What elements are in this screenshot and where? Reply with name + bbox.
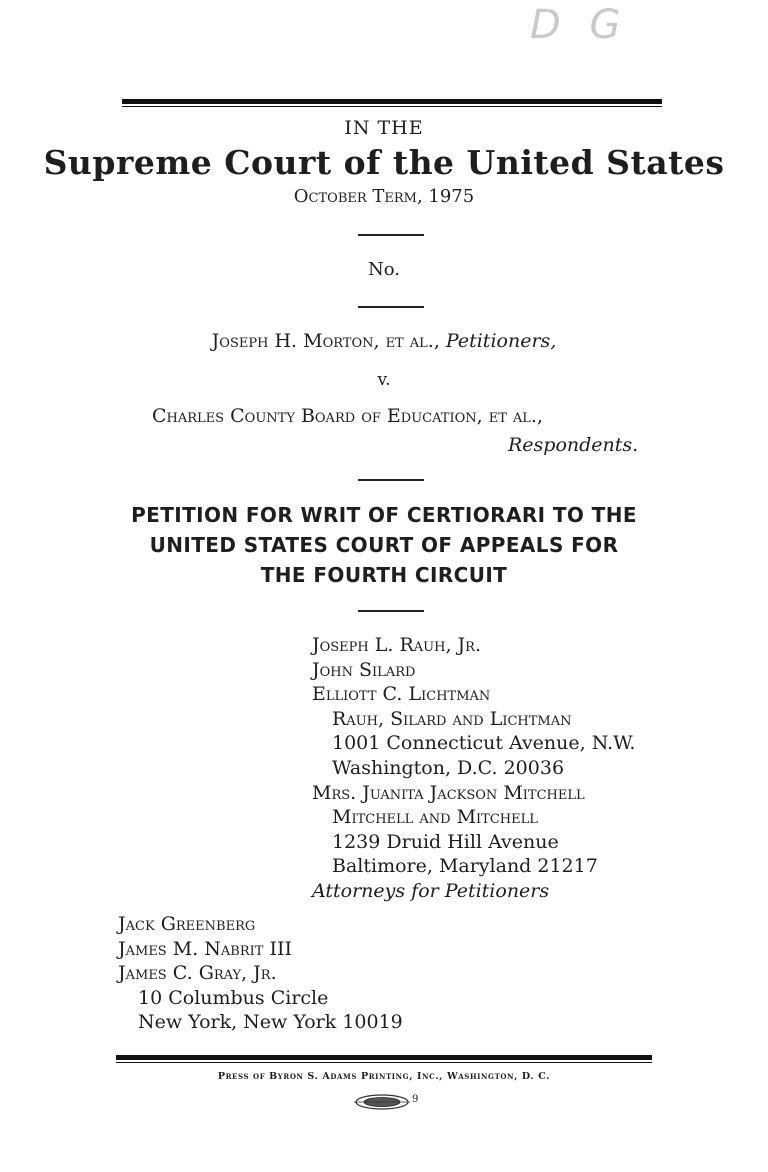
bottom-rule-thick xyxy=(116,1055,652,1060)
petitioners-line xyxy=(0,330,768,352)
firm-name: Mitchell and Mitchell xyxy=(332,806,538,829)
petition-line: PETITION FOR WRIT OF CERTIORARI TO THE xyxy=(131,503,637,527)
attorney-name: Jack Greenberg xyxy=(118,913,256,935)
attorney-name: Mrs. Juanita Jackson Mitchell xyxy=(312,781,585,804)
divider-3 xyxy=(358,479,424,481)
docket-number: No. xyxy=(368,259,400,280)
attorney-name: James M. Nabrit III xyxy=(118,937,293,960)
petitioners-role: Petitioners, xyxy=(445,330,557,352)
petition-title xyxy=(0,500,768,590)
attorney-name: Joseph L. Rauh, Jr. xyxy=(312,634,481,656)
union-label-icon xyxy=(352,1093,432,1111)
attorney-name: John Silard xyxy=(312,658,416,681)
address-line: 1001 Connecticut Avenue, N.W. xyxy=(332,732,636,755)
versus: v. xyxy=(377,370,391,390)
address-line: 10 Columbus Circle xyxy=(138,986,329,1009)
court-name: Supreme Court of the United States xyxy=(43,143,725,182)
press-credit: Press of Byron S. Adams Printing, Inc., Washington, D. C. xyxy=(217,1071,551,1082)
bottom-rule-thin xyxy=(116,1062,652,1063)
top-rule-thick xyxy=(122,99,662,104)
address-line: Washington, D.C. 20036 xyxy=(332,756,565,779)
attorney-name: James C. Gray, Jr. xyxy=(118,962,277,985)
in-the-heading: IN THE xyxy=(344,117,424,139)
respondents-name: Charles County Board of Education, et al., xyxy=(152,405,544,427)
address-line: Baltimore, Maryland 21217 xyxy=(332,855,598,878)
union-number: 9 xyxy=(412,1094,419,1105)
petition-line: UNITED STATES COURT OF APPEALS FOR xyxy=(149,533,619,557)
divider-2 xyxy=(358,306,424,308)
divider-1 xyxy=(358,234,424,236)
handwritten-initials: D G xyxy=(530,2,629,48)
address-line: New York, New York 10019 xyxy=(138,1011,403,1034)
attorneys-block xyxy=(312,633,635,904)
firm-name: Rauh, Silard and Lichtman xyxy=(332,707,572,730)
petitioners-name: Joseph H. Morton, et al., xyxy=(211,330,440,352)
term-line: October Term, 1975 xyxy=(293,186,475,207)
attorneys-role: Attorneys for Petitioners xyxy=(312,879,550,902)
top-rule-thin xyxy=(122,106,662,107)
attorney-name: Elliott C. Lichtman xyxy=(312,683,491,706)
divider-4 xyxy=(358,610,424,612)
respondents-role: Respondents. xyxy=(508,434,639,456)
address-line: 1239 Druid Hill Avenue xyxy=(332,830,559,853)
nyc-counsel-block xyxy=(118,912,403,1035)
petition-line: THE FOURTH CIRCUIT xyxy=(260,563,508,587)
